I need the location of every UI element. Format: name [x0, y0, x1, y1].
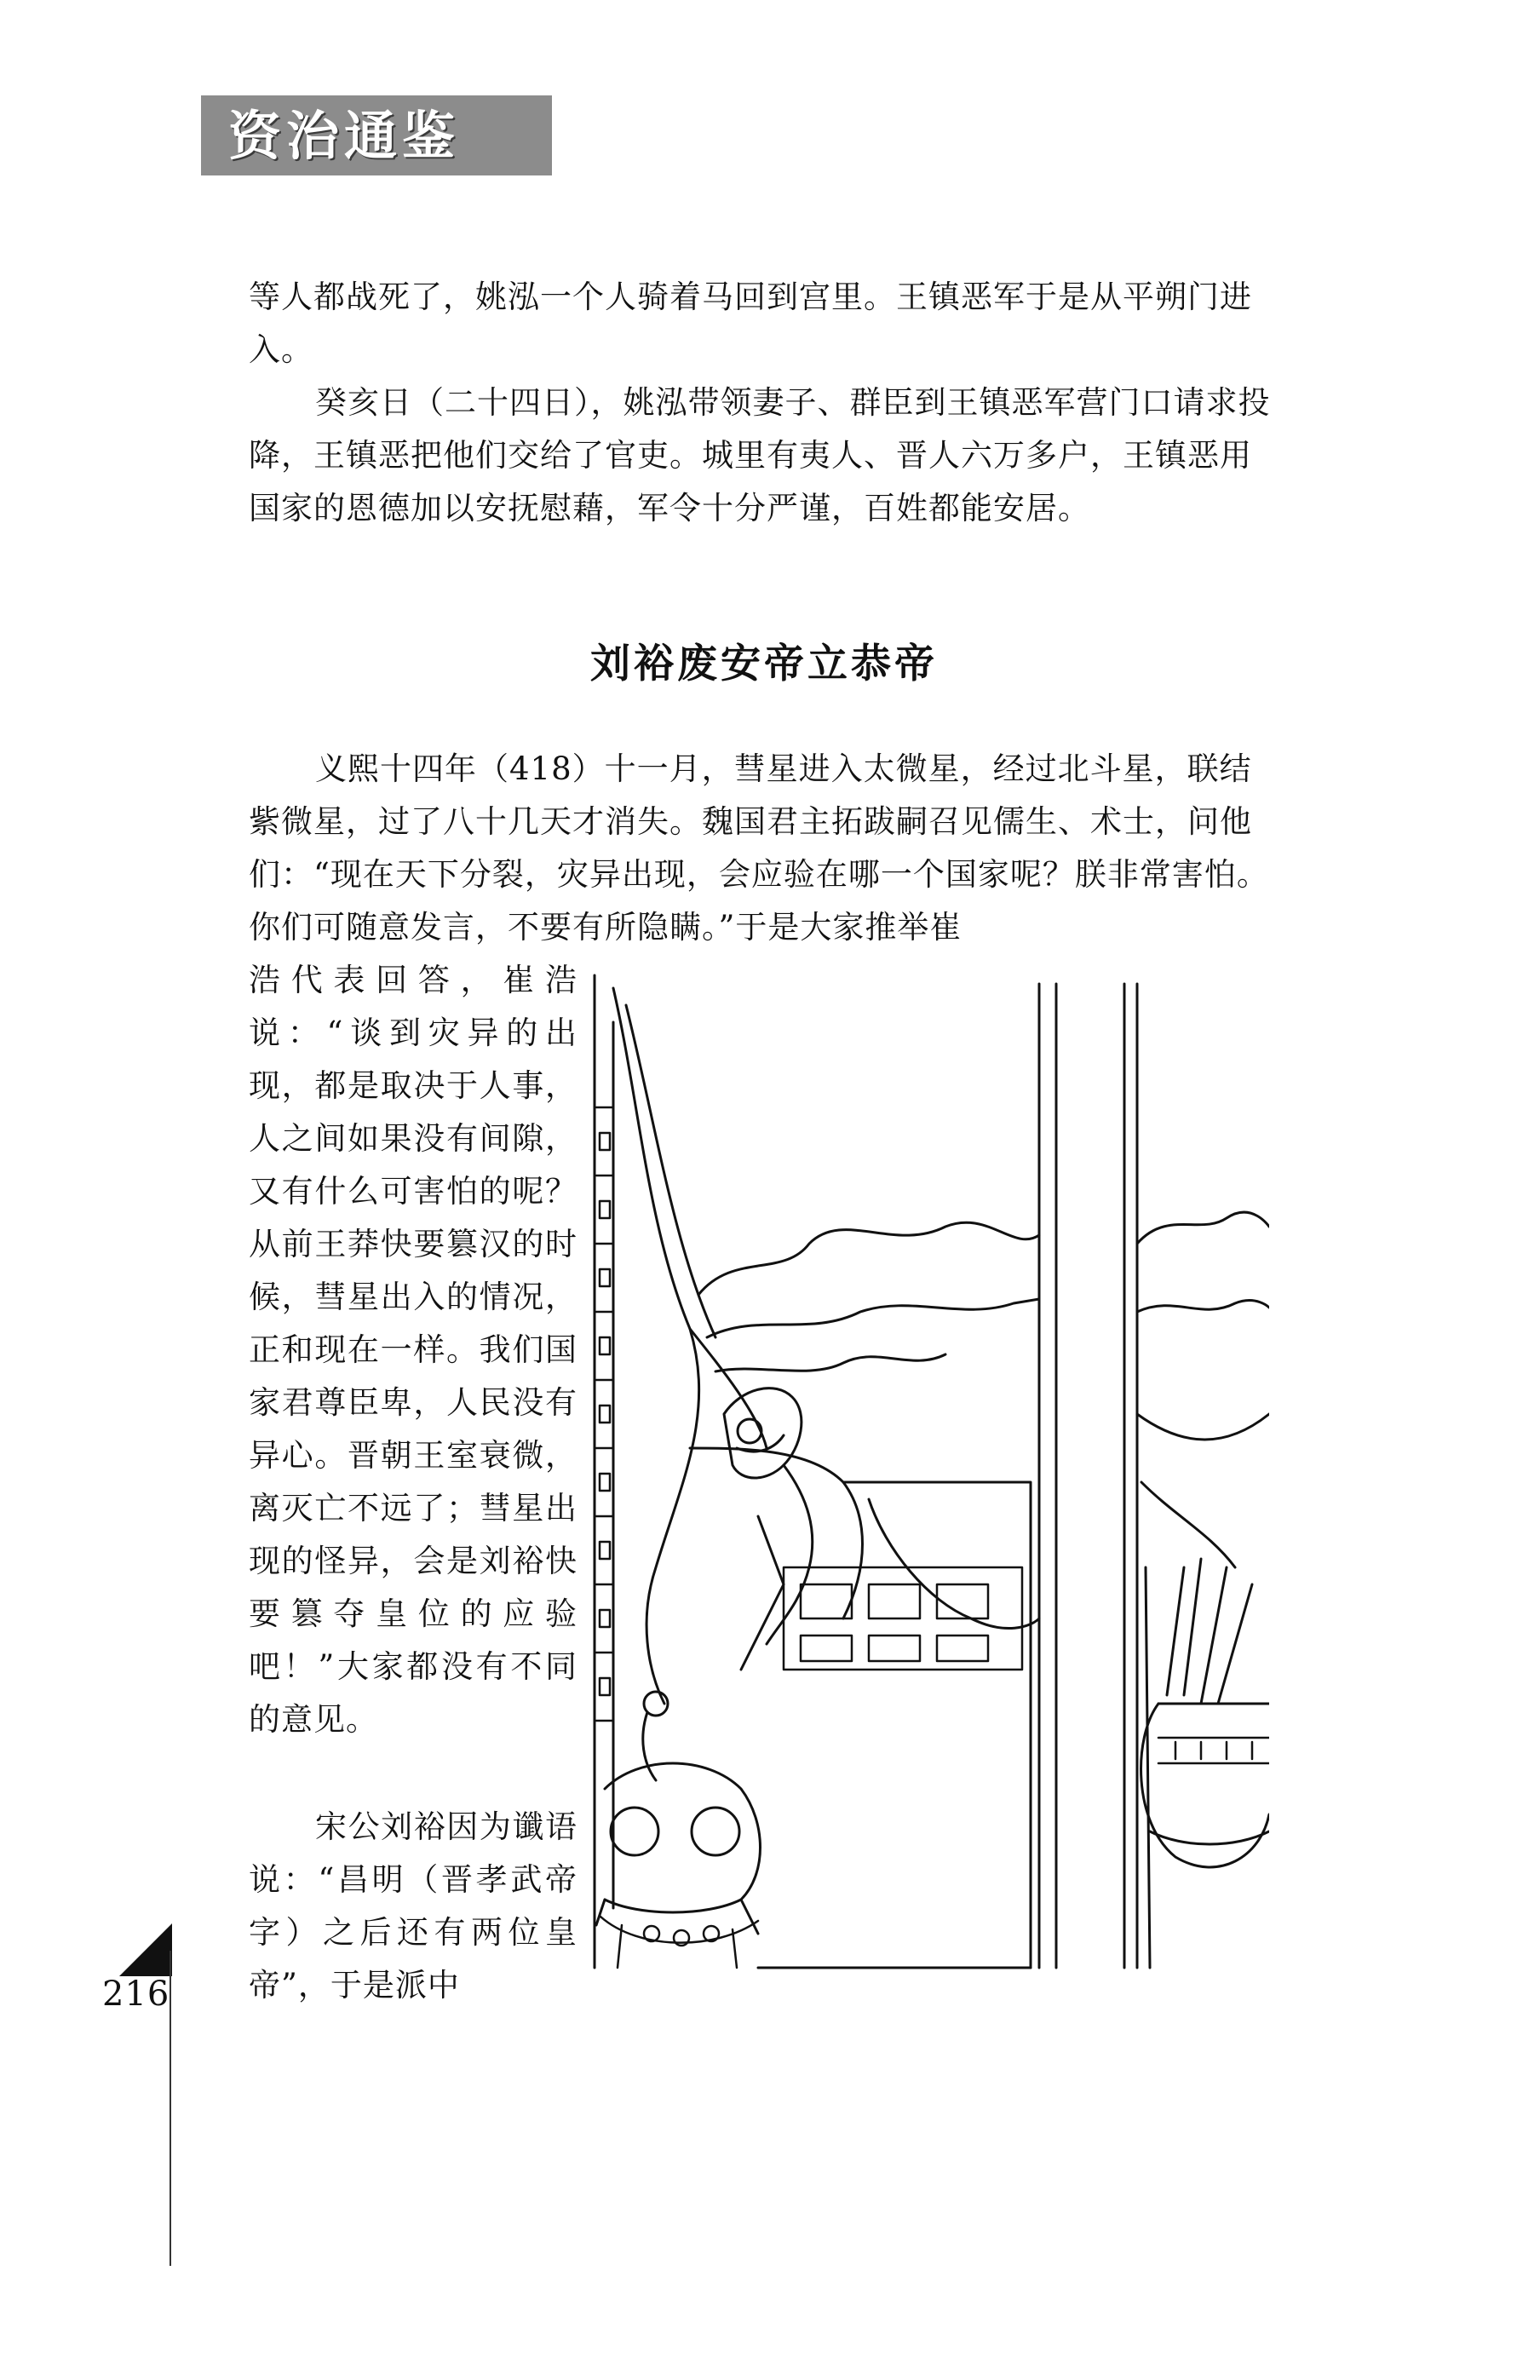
page-corner-mark [119, 1923, 172, 1976]
paragraph-1: 等人都战死了，姚泓一个人骑着马回到宫里。王镇恶军于是从平朔门进入。 [249, 279, 1252, 368]
paragraph-2: 癸亥日（二十四日），姚泓带领妻子、群臣到王镇恶军营门口请求投降，王镇恶把他们交给了官吏。城里有夷人、晋人六万多户，王镇恶用国家的恩德加以安抚慰藉，军令十分严谨，百姓都能安居。 [249, 384, 1271, 526]
burner-base [600, 1917, 758, 1968]
jar-band [1158, 1738, 1269, 1763]
book-title: 资治通鉴 [228, 105, 461, 167]
paragraph-4: 宋公刘裕因为谶语说：“昌明（晋孝武帝字）之后还有两位皇帝”，于是派中 [249, 1808, 578, 2003]
paragraph-3: 义熙十四年（418）十一月，彗星进入太微星，经过北斗星，联结紫微星，过了八十几天才消失。魏国君主拓跋嗣召见儒生、术士，问他们：“现在天下分裂，灾异出现，会应验在哪一个国家呢？朕非常害怕。你们可随意发言，不要有所隐瞒。”于是大家推举崔 [249, 750, 1269, 946]
lattice-screen [784, 1567, 1022, 1670]
lattice-pillar [596, 1107, 613, 1721]
court-scene-illustration [588, 971, 1269, 1976]
page-number: 216 [102, 1975, 170, 2014]
paragraph-3-continued: 浩代表回答，崔浩说：“谈到灾异的出现，都是取决于人事，人之间如果没有间隙，又有什么可害怕的呢？从前王莽快要篡汉的时候，彗星出入的情况，正和现在一样。我们国家君尊臣卑，人民没有异心。晋朝王室衰微，离灭亡不远了；彗星出现的怪异，会是刘裕快要篡夺皇位的应验吧！”大家都没有不同的意见。 [249, 962, 578, 1738]
section-title: 刘裕废安帝立恭帝 [590, 641, 938, 687]
